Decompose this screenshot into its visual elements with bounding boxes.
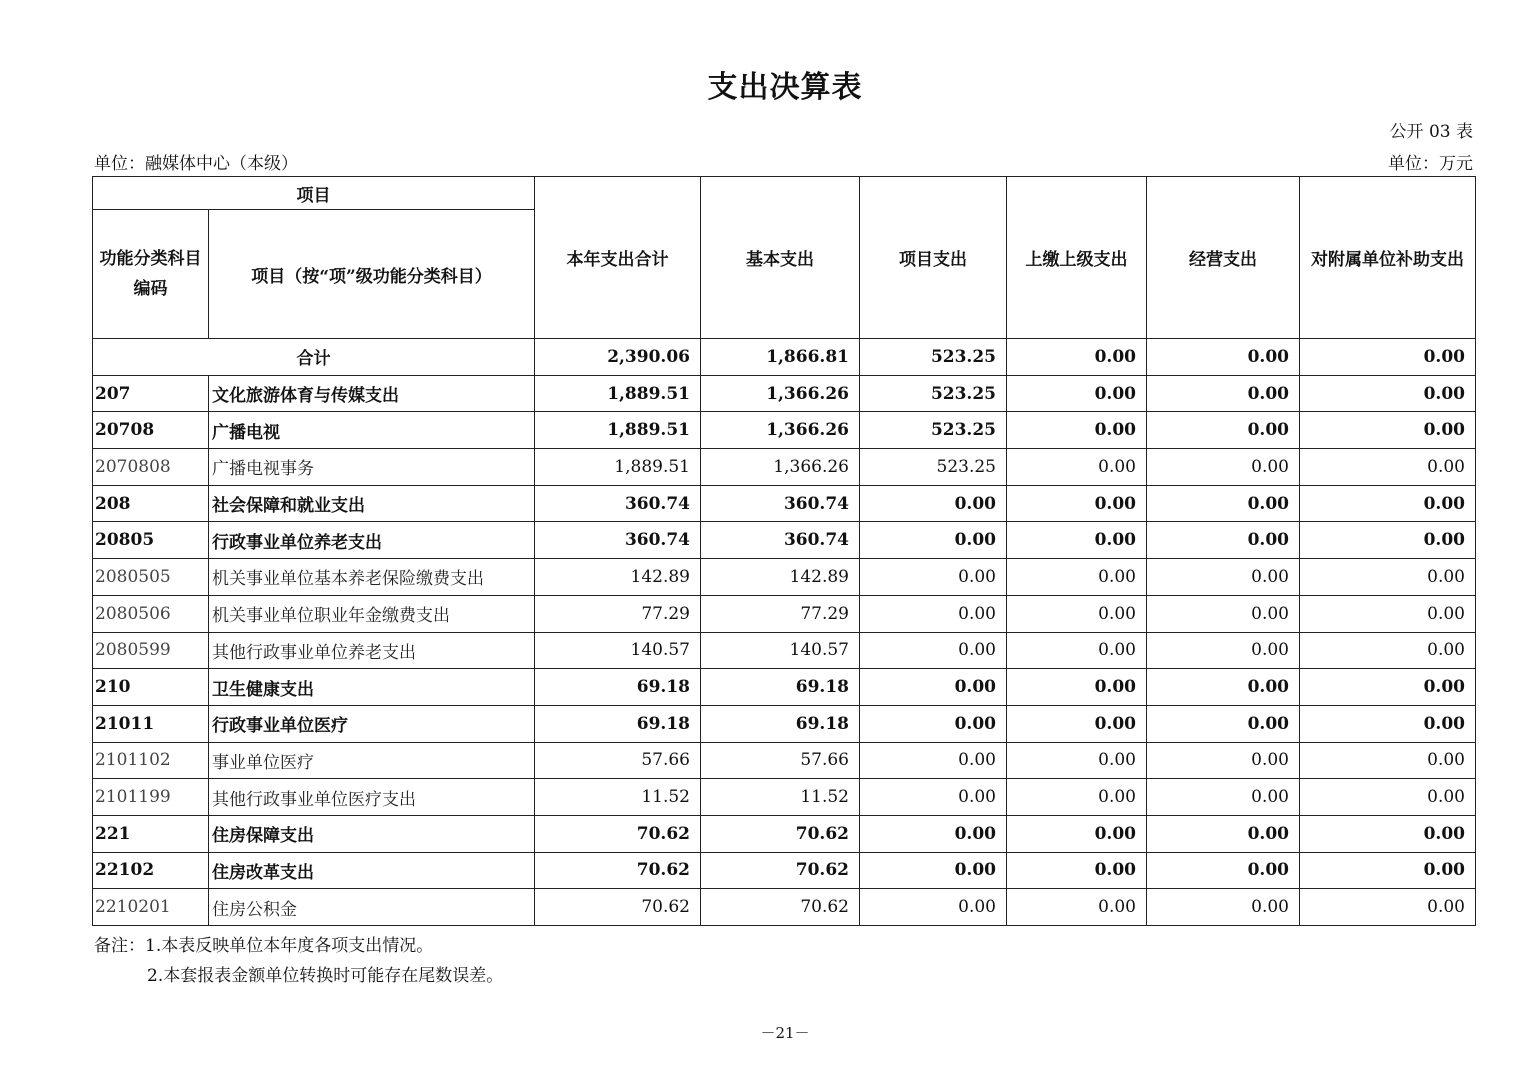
row-value-4: 0.00 [1147,595,1300,632]
row-value-3: 0.00 [1007,632,1147,669]
header-col-operating: 经营支出 [1147,177,1300,339]
unit-currency: 单位：万元 [1388,154,1473,174]
header-code-line1: 功能分类科目 [99,249,202,269]
row-value-0: 70.62 [535,889,701,926]
table-row [93,815,1476,852]
row-value-3: 0.00 [1007,779,1147,816]
table-row [93,705,1476,742]
table-row [93,522,1476,559]
row-value-5: 0.00 [1300,595,1476,632]
row-value-2: 0.00 [860,632,1007,669]
row-name: 行政事业单位医疗 [209,705,535,742]
row-code: 20805 [93,522,209,559]
row-code: 2080599 [93,632,209,669]
table-row [93,559,1476,596]
row-value-1: 360.74 [701,485,860,522]
row-value-5: 0.00 [1300,485,1476,522]
row-name: 其他行政事业单位养老支出 [209,632,535,669]
row-value-4: 0.00 [1147,485,1300,522]
header-col-project: 项目支出 [860,177,1007,339]
row-value-5: 0.00 [1300,889,1476,926]
row-value-0: 142.89 [535,559,701,596]
row-value-5: 0.00 [1300,412,1476,449]
row-value-2: 0.00 [860,522,1007,559]
row-value-2: 0.00 [860,705,1007,742]
row-value-3: 0.00 [1007,669,1147,706]
row-value-0: 360.74 [535,485,701,522]
page-title: 支出决算表 [707,70,863,105]
table-row [93,412,1476,449]
row-value-1: 360.74 [701,522,860,559]
row-value-4: 0.00 [1147,889,1300,926]
notes [94,931,503,991]
row-name: 事业单位医疗 [209,742,535,779]
header-name: 项目（按“项”级功能分类科目） [209,210,535,339]
row-value-3: 0.00 [1007,375,1147,412]
row-value-3: 0.00 [1007,889,1147,926]
row-value-0: 11.52 [535,779,701,816]
note-line-2: 2.本套报表金额单位转换时可能存在尾数误差。 [147,966,504,986]
total-label: 合计 [93,339,535,376]
row-value-0: 69.18 [535,669,701,706]
row-value-0: 1,889.51 [535,449,701,486]
row-code: 21011 [93,705,209,742]
row-name: 广播电视事务 [209,449,535,486]
row-value-4: 0.00 [1147,632,1300,669]
header-col-basic: 基本支出 [701,177,860,339]
row-value-0: 57.66 [535,742,701,779]
row-value-3: 0.00 [1007,705,1147,742]
row-value-2: 0.00 [860,889,1007,926]
table-row [93,852,1476,889]
row-value-2: 0.00 [860,742,1007,779]
row-value-5: 0.00 [1300,375,1476,412]
table-row [93,632,1476,669]
expenditure-table [92,176,1476,926]
row-value-1: 57.66 [701,742,860,779]
row-value-3: 0.00 [1007,449,1147,486]
row-name: 卫生健康支出 [209,669,535,706]
row-name: 文化旅游体育与传媒支出 [209,375,535,412]
row-value-2: 0.00 [860,669,1007,706]
row-value-1: 140.57 [701,632,860,669]
row-value-1: 142.89 [701,559,860,596]
row-value-3: 0.00 [1007,852,1147,889]
row-value-5: 0.00 [1300,815,1476,852]
header-col-total: 本年支出合计 [535,177,701,339]
header-code [93,210,209,339]
row-name: 广播电视 [209,412,535,449]
table-row [93,449,1476,486]
total-value-1: 1,866.81 [701,339,860,376]
row-value-5: 0.00 [1300,779,1476,816]
row-code: 221 [93,815,209,852]
row-value-1: 70.62 [701,852,860,889]
row-value-2: 523.25 [860,412,1007,449]
table-row [93,889,1476,926]
row-code: 20708 [93,412,209,449]
row-value-2: 0.00 [860,559,1007,596]
row-code: 2101199 [93,779,209,816]
row-value-3: 0.00 [1007,559,1147,596]
row-value-0: 1,889.51 [535,412,701,449]
row-value-3: 0.00 [1007,742,1147,779]
row-value-2: 0.00 [860,852,1007,889]
row-name: 住房改革支出 [209,852,535,889]
row-code: 2080506 [93,595,209,632]
row-value-5: 0.00 [1300,852,1476,889]
note-line-1: 备注：1.本表反映单位本年度各项支出情况。 [94,936,434,956]
row-value-2: 0.00 [860,595,1007,632]
table-row [93,375,1476,412]
table-row [93,669,1476,706]
row-name: 行政事业单位养老支出 [209,522,535,559]
header-col-subsidy: 对附属单位补助支出 [1300,177,1476,339]
header-col-remit-upper: 上缴上级支出 [1007,177,1147,339]
total-value-0: 2,390.06 [535,339,701,376]
row-value-1: 11.52 [701,779,860,816]
row-value-4: 0.00 [1147,705,1300,742]
row-value-3: 0.00 [1007,815,1147,852]
total-value-3: 0.00 [1007,339,1147,376]
header-project: 项目 [93,177,535,210]
row-code: 2070808 [93,449,209,486]
row-value-0: 77.29 [535,595,701,632]
row-value-3: 0.00 [1007,485,1147,522]
row-value-5: 0.00 [1300,632,1476,669]
row-value-0: 140.57 [535,632,701,669]
row-code: 207 [93,375,209,412]
row-value-2: 0.00 [860,779,1007,816]
header-code-line2: 编码 [133,279,168,299]
row-value-5: 0.00 [1300,522,1476,559]
row-value-5: 0.00 [1300,669,1476,706]
row-value-2: 523.25 [860,449,1007,486]
row-value-1: 69.18 [701,669,860,706]
row-value-5: 0.00 [1300,559,1476,596]
row-value-4: 0.00 [1147,779,1300,816]
total-row [93,339,1476,376]
row-name: 住房保障支出 [209,815,535,852]
row-code: 2101102 [93,742,209,779]
row-code: 22102 [93,852,209,889]
table-row [93,595,1476,632]
page-number: －21－ [760,1024,810,1042]
row-value-1: 69.18 [701,705,860,742]
row-value-3: 0.00 [1007,412,1147,449]
row-value-1: 70.62 [701,815,860,852]
table-row [93,485,1476,522]
row-value-2: 523.25 [860,375,1007,412]
row-value-1: 1,366.26 [701,449,860,486]
row-name: 其他行政事业单位医疗支出 [209,779,535,816]
row-value-2: 0.00 [860,815,1007,852]
row-value-4: 0.00 [1147,375,1300,412]
row-value-0: 70.62 [535,815,701,852]
row-value-4: 0.00 [1147,522,1300,559]
table-row [93,779,1476,816]
row-value-3: 0.00 [1007,595,1147,632]
total-value-2: 523.25 [860,339,1007,376]
row-value-0: 69.18 [535,705,701,742]
row-value-0: 1,889.51 [535,375,701,412]
row-value-1: 1,366.26 [701,375,860,412]
row-name: 住房公积金 [209,889,535,926]
row-name: 社会保障和就业支出 [209,485,535,522]
row-value-1: 77.29 [701,595,860,632]
row-value-5: 0.00 [1300,705,1476,742]
row-value-4: 0.00 [1147,852,1300,889]
form-number: 公开 03 表 [1389,122,1473,142]
row-value-1: 1,366.26 [701,412,860,449]
row-value-4: 0.00 [1147,559,1300,596]
row-code: 2210201 [93,889,209,926]
row-code: 210 [93,669,209,706]
row-code: 2080505 [93,559,209,596]
row-name: 机关事业单位职业年金缴费支出 [209,595,535,632]
table-row [93,742,1476,779]
row-value-4: 0.00 [1147,815,1300,852]
unit-organization: 单位：融媒体中心（本级） [94,154,298,174]
row-value-4: 0.00 [1147,449,1300,486]
row-value-4: 0.00 [1147,742,1300,779]
row-value-1: 70.62 [701,889,860,926]
row-value-2: 0.00 [860,485,1007,522]
row-value-0: 360.74 [535,522,701,559]
row-value-5: 0.00 [1300,449,1476,486]
total-value-5: 0.00 [1300,339,1476,376]
row-value-3: 0.00 [1007,522,1147,559]
row-value-0: 70.62 [535,852,701,889]
row-code: 208 [93,485,209,522]
row-value-4: 0.00 [1147,412,1300,449]
row-value-5: 0.00 [1300,742,1476,779]
total-value-4: 0.00 [1147,339,1300,376]
table-body [93,339,1476,926]
row-value-4: 0.00 [1147,669,1300,706]
row-name: 机关事业单位基本养老保险缴费支出 [209,559,535,596]
